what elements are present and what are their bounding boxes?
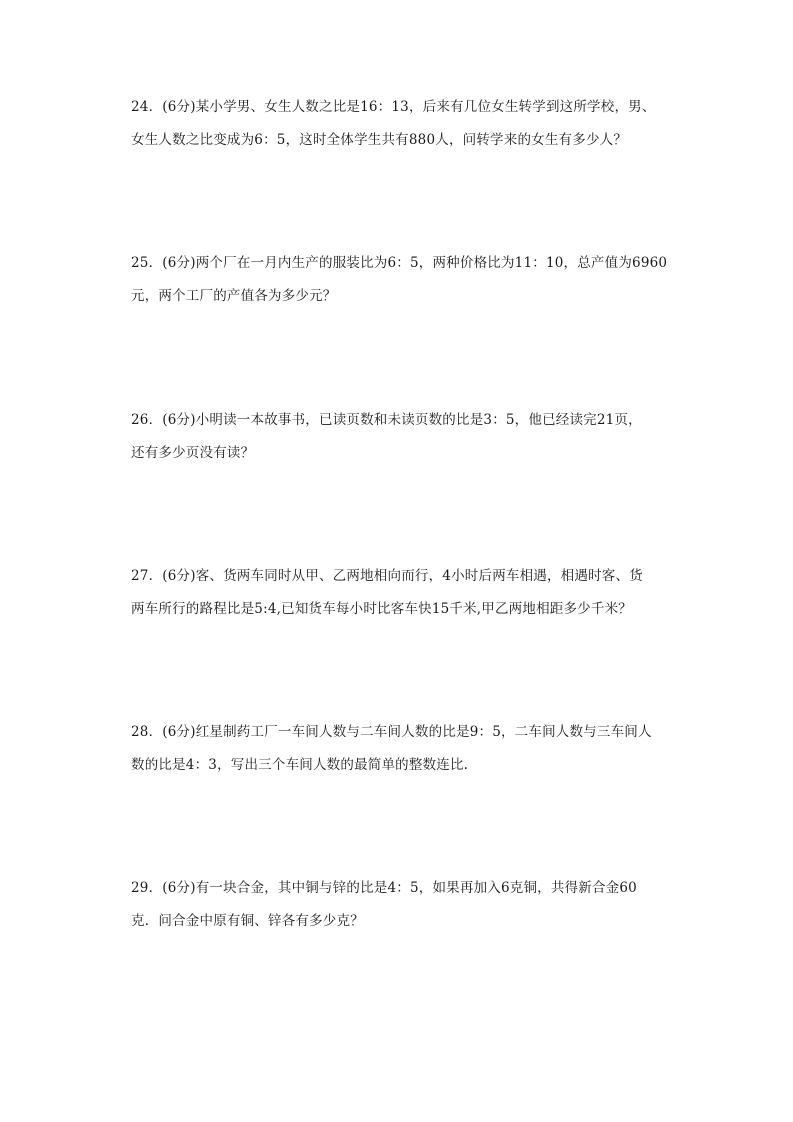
question-29-line-1: 29．(6分)有一块合金，其中铜与锌的比是4：5，如果再加入6克铜，共得新合金60 (131, 880, 637, 896)
question-27 (131, 560, 671, 626)
question-27-line-1: 27．(6分)客、货两车同时从甲、乙两地相向而行，4小时后两车相遇，相遇时客、货 (131, 568, 643, 584)
question-25-line-2: 元，两个工厂的产值各为多少元？ (131, 288, 337, 304)
question-25-line-1: 25．(6分)两个厂在一月内生产的服装比为6：5，两种价格比为11：10，总产值为6960 (131, 255, 668, 271)
question-25 (131, 247, 671, 313)
question-24-line-1: 24．(6分)某小学男、女生人数之比是16：13，后来有几位女生转学到这所学校，男、 (131, 99, 656, 115)
question-26 (131, 404, 671, 470)
question-28 (131, 716, 671, 782)
question-29-line-2: 克．问合金中原有铜、锌各有多少克？ (131, 913, 364, 929)
question-27-line-2: 两车所行的路程比是5:4,已知货车每小时比客车快15千米,甲乙两地相距多少千米？ (131, 601, 632, 617)
question-26-line-1: 26．(6分)小明读一本故事书，已读页数和未读页数的比是3：5，他已经读完21页， (131, 412, 642, 428)
question-28-line-1: 28．(6分)红星制药工厂一车间人数与二车间人数的比是9：5，二车间人数与三车间人 (131, 724, 652, 740)
question-24 (131, 91, 671, 157)
question-28-line-2: 数的比是4：3，写出三个车间人数的最简单的整数连比. (131, 757, 469, 773)
question-26-line-2: 还有多少页没有读？ (131, 445, 255, 461)
question-29 (131, 872, 671, 938)
question-24-line-2: 女生人数之比变成为6：5，这时全体学生共有880人，问转学来的女生有多少人？ (131, 132, 628, 148)
